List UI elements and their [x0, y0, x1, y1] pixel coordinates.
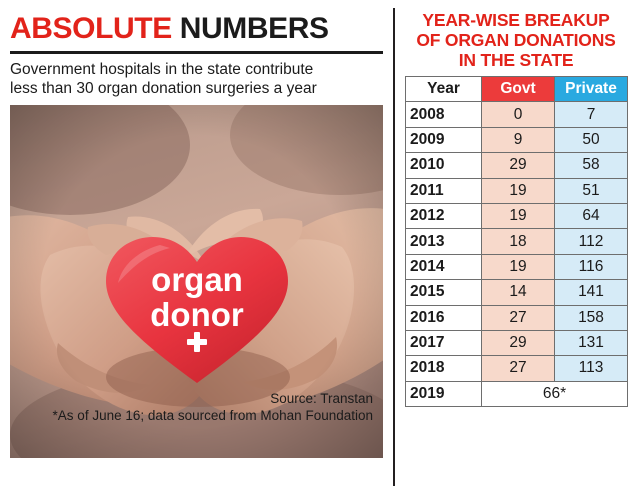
cell-year: 2013 — [406, 229, 482, 254]
panel-divider — [393, 8, 395, 486]
cell-year: 2016 — [406, 305, 482, 330]
cell-year: 2008 — [406, 102, 482, 127]
table-row — [406, 203, 628, 228]
table-row-last — [406, 381, 628, 406]
cell-private: 51 — [555, 178, 628, 203]
table-title-line-1: YEAR-WISE BREAKUP — [422, 10, 610, 30]
asterisk-note: *As of June 16; data sourced from Mohan Foundation — [52, 408, 373, 423]
right-panel — [397, 0, 635, 494]
cell-year: 2011 — [406, 178, 482, 203]
cell-private: 131 — [555, 330, 628, 355]
table-title-line-2: OF ORGAN DONATIONS — [416, 30, 616, 50]
cell-year: 2009 — [406, 127, 482, 152]
subheadline — [10, 60, 383, 98]
cell-govt: 9 — [482, 127, 555, 152]
cell-year: 2019 — [406, 381, 482, 406]
table-row — [406, 305, 628, 330]
table-row — [406, 356, 628, 381]
cell-private: 116 — [555, 254, 628, 279]
headline-divider — [10, 51, 383, 54]
source-text: Source: Transtan — [270, 391, 373, 406]
cell-govt: 19 — [482, 178, 555, 203]
cell-private: 7 — [555, 102, 628, 127]
cell-govt: 29 — [482, 153, 555, 178]
column-header-year: Year — [406, 77, 482, 102]
subheadline-line-1: Government hospitals in the state contribute — [10, 61, 314, 78]
table-title — [405, 10, 627, 70]
table-title-line-3: IN THE STATE — [458, 50, 574, 70]
cell-govt: 19 — [482, 203, 555, 228]
cell-govt: 29 — [482, 330, 555, 355]
cell-private: 112 — [555, 229, 628, 254]
subheadline-line-2: less than 30 organ donation surgeries a year — [10, 80, 317, 97]
table-header-row — [406, 77, 628, 102]
table-row — [406, 102, 628, 127]
cell-govt: 18 — [482, 229, 555, 254]
hands-holding-heart-photo — [10, 105, 383, 458]
headline-word-absolute: ABSOLUTE — [10, 12, 172, 45]
cell-private: 141 — [555, 280, 628, 305]
footnote-block — [53, 390, 373, 424]
cell-govt: 19 — [482, 254, 555, 279]
cell-year: 2018 — [406, 356, 482, 381]
cell-govt: 27 — [482, 305, 555, 330]
cell-private: 64 — [555, 203, 628, 228]
table-row — [406, 280, 628, 305]
table-row — [406, 229, 628, 254]
cell-year: 2017 — [406, 330, 482, 355]
column-header-private: Private — [555, 77, 628, 102]
cell-combined-total: 66* — [482, 381, 628, 406]
column-header-govt: Govt — [482, 77, 555, 102]
cell-year: 2014 — [406, 254, 482, 279]
cell-year: 2010 — [406, 153, 482, 178]
table-row — [406, 178, 628, 203]
cell-year: 2012 — [406, 203, 482, 228]
page-title — [10, 12, 383, 46]
cell-govt: 0 — [482, 102, 555, 127]
organ-donation-table — [405, 76, 628, 407]
cell-private: 50 — [555, 127, 628, 152]
cell-private: 58 — [555, 153, 628, 178]
cell-govt: 14 — [482, 280, 555, 305]
cell-year: 2015 — [406, 280, 482, 305]
cell-private: 113 — [555, 356, 628, 381]
cell-govt: 27 — [482, 356, 555, 381]
headline-word-numbers: NUMBERS — [179, 12, 329, 45]
table-row — [406, 254, 628, 279]
cell-private: 158 — [555, 305, 628, 330]
table-row — [406, 153, 628, 178]
table-row — [406, 330, 628, 355]
table-row — [406, 127, 628, 152]
